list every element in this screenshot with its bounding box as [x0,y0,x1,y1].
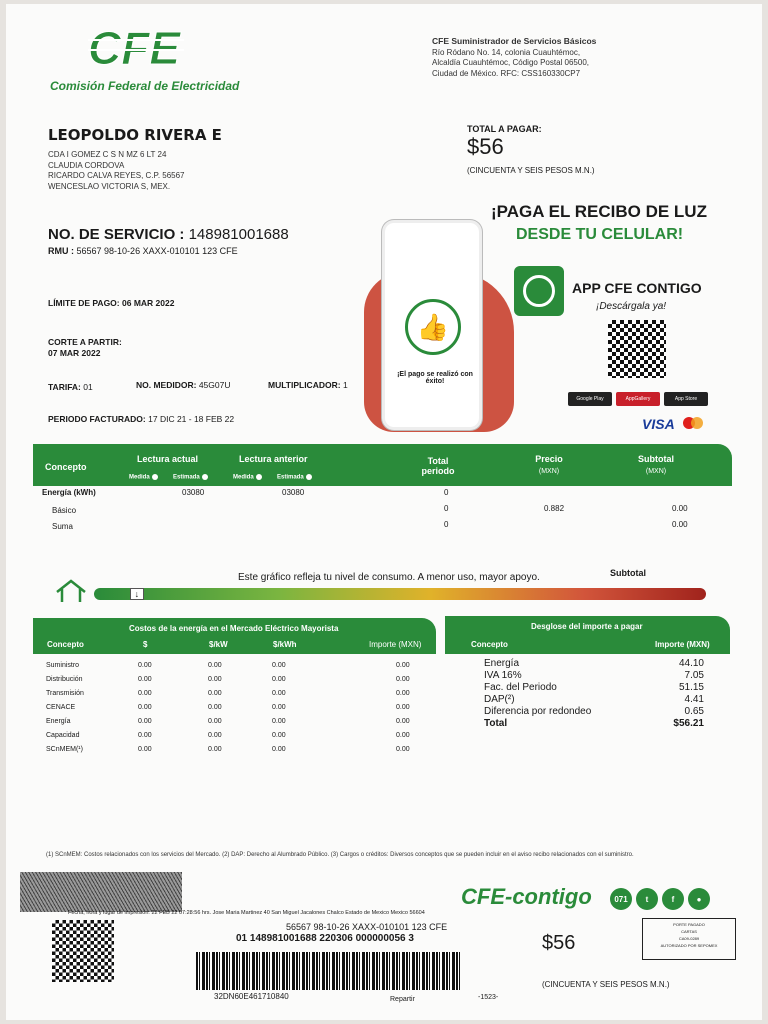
promo-subheadline: DESDE TU CELULAR! [516,226,684,243]
breakdown-row-label: Total [484,718,508,729]
breakdown-title: Desglose del importe a pagar [531,622,643,631]
breakdown-row-value: 44.10 [678,658,704,669]
breakdown-rows [478,658,704,748]
breakdown-row-label: Diferencia por redondeo [484,706,592,717]
costs-cell: 0.00 [138,704,152,711]
phone-graphic [382,220,482,430]
service-value: 148981001688 [188,226,289,243]
table-cell: 0 [444,520,449,529]
cfe-logo [88,22,184,72]
gauge-subtotal-label: Subtotal [610,568,646,578]
porte-line: AUTORIZADO POR SEPOMEX [660,943,718,948]
gauge-caption: Este gráfico refleja tu nivel de consumo. A menor uso, mayor apoyo. [238,572,540,583]
costs-cell: 0.00 [272,732,286,739]
costs-cell: 0.00 [208,704,222,711]
costs-cell: 0.00 [396,676,410,683]
medidor-label: NO. MEDIDOR: [136,380,197,390]
breakdown-row-value: 4.41 [684,694,704,705]
costs-row-label: CENACE [46,704,76,711]
costs-col: $ [143,640,148,649]
costs-cell: 0.00 [138,746,152,753]
service-number [48,226,289,243]
costs-cell: 0.00 [272,676,286,683]
repartir-label: Repartir [390,996,415,1003]
location-icon[interactable]: ● [688,888,710,910]
col-precio: Precio [535,454,563,464]
cut-date [48,337,122,359]
total-label: TOTAL A PAGAR: [467,124,542,134]
appgallery-badge[interactable]: AppGallery [616,392,660,406]
tarifa-value: 01 [83,382,93,392]
customer-name: LEOPOLDO RIVERA E [48,126,222,144]
porte-pagado-stamp [642,918,736,960]
print-info: Fecha, hora y lugar de impresión: 22 FEB 22 07:28:56 hrs. Jose Maria Martinez 40 San Miguel Jacalones Chalco Estado de Mexico Mexico 56604 [68,910,425,916]
col-subtotal: Subtotal [638,454,674,464]
col-concepto: Concepto [45,462,87,472]
costs-col: $/kW [209,640,228,649]
costs-cell: 0.00 [396,732,410,739]
col-lectura-anterior: Lectura anterior [239,454,308,464]
app-title: APP CFE CONTIGO [572,280,702,296]
costs-cell: 0.00 [272,718,286,725]
rmu [48,246,238,256]
table-cell: 0 [444,488,449,497]
costs-rows [46,662,436,762]
col-subtotal-unit: (MXN) [645,468,667,475]
costs-cell: 0.00 [208,732,222,739]
table-cell: 03080 [282,488,305,497]
costs-col: $/kWh [273,640,297,649]
google-play-badge[interactable]: Google Play [568,392,612,406]
costs-row-label: Capacidad [46,732,80,739]
payment-qr-code[interactable] [52,920,114,982]
breakdown-row-label: DAP(²) [484,694,515,705]
col-anterior-estimada: Estimada [277,474,312,481]
breakdown-row-value: $56.21 [673,718,704,729]
costs-row-label: Suministro [46,662,80,669]
breakdown-row-label: Energía [484,658,520,669]
service-label: NO. DE SERVICIO : [48,226,185,243]
consumption-gauge [94,588,706,600]
col-actual-medida: Medida [129,474,158,481]
limit-value: 06 MAR 2022 [122,298,175,308]
costs-cell: 0.00 [396,662,410,669]
costs-cell: 0.00 [396,746,410,753]
payment-barcode [196,952,460,990]
supplier-line: Alcaldía Cuauhtémoc, Código Postal 06500, [432,58,589,67]
costs-cell: 0.00 [138,676,152,683]
costs-cell: 0.00 [138,662,152,669]
costs-cell: 0.00 [396,704,410,711]
address-line: CDA I GOMEZ C S N MZ 6 LT 24 [48,150,167,159]
costs-header [33,618,436,654]
costs-row-label: Distribución [46,676,83,683]
mult-value: 1 [342,380,348,390]
costs-col: Concepto [47,640,84,649]
cut-value: 07 MAR 2022 [48,348,101,358]
ref-line-1: 56567 98-10-26 XAXX-010101 123 CFE [286,922,448,932]
col-actual-estimada: Estimada [173,474,208,481]
customer-address [48,150,185,192]
breakdown-row-label: IVA 16% [484,670,522,681]
svg-text:CFE: CFE [88,22,180,72]
medidor-value: 45G07U [198,380,231,390]
costs-title: Costos de la energía en el Mercado Eléctrico Mayorista [129,624,339,633]
app-store-badge[interactable]: App Store [664,392,708,406]
cfe-app-icon [514,266,564,316]
costs-cell: 0.00 [208,718,222,725]
costs-row-label: Energía [46,718,71,725]
col-total-periodo: Total periodo [421,456,455,476]
costs-cell: 0.00 [208,690,222,697]
porte-line: PORTE PAGADO [673,922,705,927]
breakdown-col-importe: Importe (MXN) [655,640,710,649]
costs-cell: 0.00 [396,718,410,725]
footer-amount: $56 [542,932,576,954]
costs-cell: 0.00 [272,690,286,697]
period-value: 17 DIC 21 - 18 FEB 22 [148,414,235,424]
costs-cell: 0.00 [208,746,222,753]
address-line: CLAUDIA CORDOVA [48,160,125,170]
costs-cell: 0.00 [272,704,286,711]
phone-badge-icon[interactable]: 071 [610,888,632,910]
medidor [136,380,231,390]
mult-label: MULTIPLICADOR: [268,380,341,390]
supplier-title: CFE Suministrador de Servicios Básicos [432,36,597,46]
payment-limit [48,298,174,308]
table-cell: 0.00 [672,504,688,513]
breakdown-header [445,616,730,654]
total-words: (CINCUENTA Y SEIS PESOS M.N.) [467,166,595,175]
breakdown-row-value: 51.15 [678,682,704,693]
breakdown-col-concepto: Concepto [471,640,508,649]
porte-line: CA09-0289 [678,936,700,941]
consumption-header [33,444,732,486]
breakdown-row-value: 0.65 [684,706,704,717]
address-line: RICARDO CALVA REYES, C.P. 56567 [48,171,185,180]
total-amount: $56 [467,134,504,159]
footer-words: (CINCUENTA Y SEIS PESOS M.N.) [542,980,670,989]
table-cell: 03080 [182,488,205,497]
promo-headline: ¡PAGA EL RECIBO DE LUZ [491,202,707,221]
supplier-line: Río Ródano No. 14, colonia Cuauhtémoc, [432,47,581,57]
barcode-code: 32DN60E461710840 [214,992,289,1001]
twitter-icon[interactable]: t [636,888,658,910]
porte-line: CARTAS [681,929,697,934]
costs-cell: 0.00 [396,690,410,697]
app-qr-code[interactable] [608,320,666,378]
table-row-label: Energía (kWh) [42,488,96,497]
org-name: Comisión Federal de Electricidad [50,79,240,93]
col-precio-unit: (MXN) [538,468,560,475]
footnotes: (1) SCnMEM: Costos relacionados con los servicios del Mercado. (2) DAP: Derecho al Alumbrado Público. (3) Cargos o créditos: Diversos conceptos que se pueden incluir en el aviso recibo relacionados con el suministro. [46,852,634,858]
rmu-value: 56567 98-10-26 XAXX-010101 123 CFE [76,246,238,256]
costs-cell: 0.00 [208,676,222,683]
supplier-info [432,36,632,79]
table-cell: 0 [444,504,449,513]
costs-row-label: Transmisión [46,690,84,697]
tarifa-label: TARIFA: [48,382,81,392]
billing-period [48,414,234,424]
address-line: WENCESLAO VICTORIA S, MEX. [48,181,171,191]
breakdown-row-label: Fac. del Periodo [484,682,557,693]
costs-row-label: SCnMEM(¹) [46,746,83,753]
table-row-label: Básico [52,506,77,515]
mastercard-icon [682,416,704,430]
table-cell: 0.882 [544,504,565,513]
thumbs-up-icon: 👍 [405,299,461,355]
rmu-label: RMU : [48,246,74,256]
costs-cell: 0.00 [272,746,286,753]
costs-cell: 0.00 [272,662,286,669]
costs-col: Importe (MXN) [369,640,422,649]
house-icon [54,578,88,604]
multiplicador [268,380,348,390]
breakdown-row-value: 7.05 [684,670,704,681]
security-pattern [20,872,182,912]
page-number: -1523- [478,994,499,1001]
col-anterior-medida: Medida [233,474,262,481]
limit-label: LÍMITE DE PAGO: [48,298,120,308]
cut-label: CORTE A PARTIR: [48,337,122,347]
tarifa [48,382,93,392]
receipt-sheet [6,4,762,1020]
costs-cell: 0.00 [138,732,152,739]
app-subtitle: ¡Descárgala ya! [596,301,667,312]
facebook-icon[interactable]: f [662,888,684,910]
cfe-contigo-logo: CFE-contigo [461,884,592,909]
period-label: PERIODO FACTURADO: [48,414,146,424]
table-cell: 0.00 [672,520,688,529]
table-row-label: Suma [52,522,73,531]
gauge-indicator: ↓ [130,588,144,600]
visa-logo: VISA [642,416,675,432]
costs-cell: 0.00 [138,718,152,725]
col-lectura-actual: Lectura actual [137,454,199,464]
costs-cell: 0.00 [208,662,222,669]
phone-message: ¡El pago se realizó con éxito! [397,371,473,385]
ref-line-2: 01 148981001688 220306 000000056 3 [236,933,414,944]
supplier-line: Ciudad de México. RFC: CSS160330CP7 [432,68,581,78]
costs-cell: 0.00 [138,690,152,697]
